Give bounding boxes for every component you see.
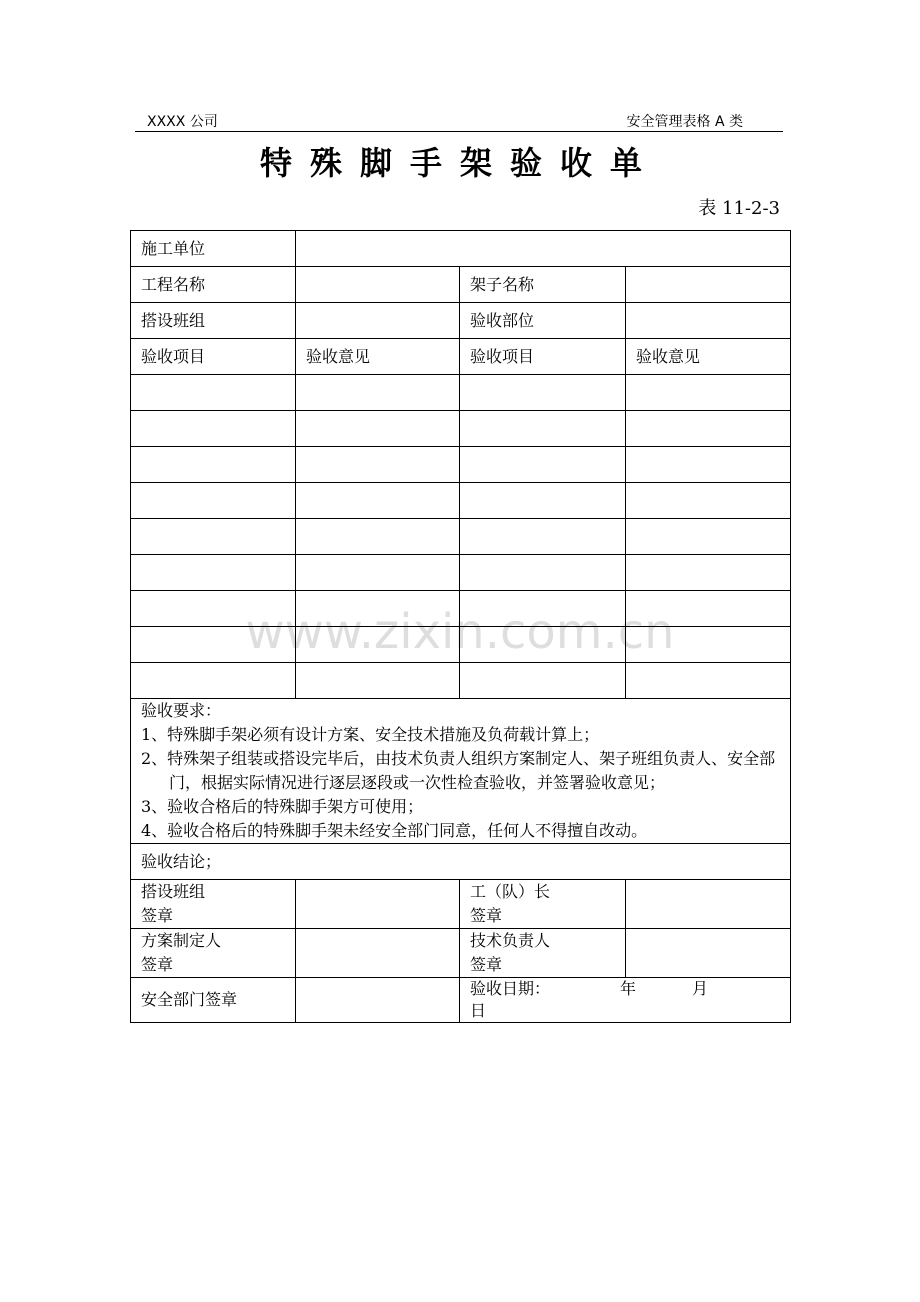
label-line: 技术负责人 (470, 931, 551, 950)
table-cell[interactable] (460, 663, 626, 699)
tech-lead-signature-field[interactable] (626, 929, 791, 978)
table-cell[interactable] (131, 411, 296, 447)
inspection-table-header (131, 339, 791, 375)
table-cell[interactable] (131, 483, 296, 519)
team-signature-label (131, 880, 296, 929)
table-row (131, 483, 791, 519)
safety-dept-signature-field[interactable] (296, 978, 460, 1023)
inspection-location-label: 验收部位 (460, 303, 626, 339)
scaffold-name-label: 架子名称 (460, 267, 626, 303)
table-cell[interactable] (296, 663, 460, 699)
planner-signature-field[interactable] (296, 929, 460, 978)
project-name-label: 工程名称 (131, 267, 296, 303)
table-cell[interactable] (296, 447, 460, 483)
label-line: 签章 (470, 955, 503, 974)
table-cell[interactable] (460, 555, 626, 591)
table-cell[interactable] (131, 663, 296, 699)
table-cell[interactable] (626, 375, 791, 411)
date-label: 验收日期： (470, 979, 551, 998)
table-row (131, 555, 791, 591)
requirement-item: 3、验收合格后的特殊脚手架方可使用； (141, 797, 424, 816)
signature-row (131, 978, 791, 1023)
table-cell[interactable] (460, 591, 626, 627)
page-title: 特殊脚手架验收单 (259, 144, 660, 182)
table-cell[interactable] (296, 519, 460, 555)
label-line: 签章 (141, 906, 174, 925)
table-cell[interactable] (626, 555, 791, 591)
requirements-section (131, 699, 791, 844)
erection-team-field[interactable] (296, 303, 460, 339)
column-header: 验收意见 (626, 339, 791, 375)
table-row (131, 375, 791, 411)
day-label: 日 (470, 1001, 487, 1020)
form-number: 表 11-2-3 (698, 198, 780, 219)
table-row (131, 447, 791, 483)
table-row (131, 591, 791, 627)
table-cell[interactable] (296, 555, 460, 591)
table-row (131, 663, 791, 699)
table-cell[interactable] (460, 627, 626, 663)
requirement-item: 4、验收合格后的特殊脚手架未经安全部门同意，任何人不得擅自改动。 (141, 821, 648, 840)
form-category: 安全管理表格 A 类 (626, 114, 743, 130)
column-header: 验收意见 (296, 339, 460, 375)
planner-signature-label (131, 929, 296, 978)
signature-row (131, 929, 791, 978)
table-cell[interactable] (460, 519, 626, 555)
foreman-signature-field[interactable] (626, 880, 791, 929)
table-cell[interactable] (131, 555, 296, 591)
watermark: www.zixin.com.cn (245, 604, 675, 660)
table-row (131, 627, 791, 663)
page-header (135, 109, 783, 132)
table-cell[interactable] (296, 483, 460, 519)
table-cell[interactable] (131, 519, 296, 555)
table-cell[interactable] (131, 627, 296, 663)
year-label: 年 (620, 979, 637, 998)
table-cell[interactable] (296, 591, 460, 627)
conclusion-section (131, 844, 791, 880)
table-cell[interactable] (296, 375, 460, 411)
label-line: 签章 (470, 906, 503, 925)
requirements-cell (131, 699, 791, 844)
table-cell[interactable] (626, 663, 791, 699)
conclusion-field[interactable] (131, 844, 791, 880)
table-cell[interactable] (131, 591, 296, 627)
construction-unit-field[interactable] (296, 231, 791, 267)
construction-unit-label: 施工单位 (131, 231, 296, 267)
table-cell[interactable] (626, 627, 791, 663)
table-cell[interactable] (296, 627, 460, 663)
table-row (131, 519, 791, 555)
erection-team-label: 搭设班组 (131, 303, 296, 339)
inspection-date-field[interactable] (460, 978, 791, 1023)
safety-dept-signature-label: 安全部门签章 (131, 978, 296, 1023)
signature-row (131, 880, 791, 929)
table-cell[interactable] (626, 591, 791, 627)
table-cell[interactable] (296, 411, 460, 447)
label-line: 签章 (141, 955, 174, 974)
inspection-form (130, 230, 791, 1023)
table-cell[interactable] (460, 447, 626, 483)
label-line: 工（队）长 (470, 882, 551, 901)
column-header: 验收项目 (131, 339, 296, 375)
requirement-item: 2、特殊架子组装或搭设完毕后，由技术负责人组织方案制定人、架子班组负责人、安全部门，根据实际情况进行逐层逐段或一次性检查验收，并签署验收意见； (141, 749, 776, 792)
label-line: 搭设班组 (141, 882, 206, 901)
table-cell[interactable] (626, 447, 791, 483)
table-cell[interactable] (626, 483, 791, 519)
month-label: 月 (692, 979, 709, 998)
table-cell[interactable] (460, 375, 626, 411)
table-cell[interactable] (460, 411, 626, 447)
team-signature-field[interactable] (296, 880, 460, 929)
table-cell[interactable] (626, 411, 791, 447)
tech-lead-signature-label (460, 929, 626, 978)
table-cell[interactable] (131, 375, 296, 411)
column-header: 验收项目 (460, 339, 626, 375)
conclusion-label: 验收结论； (141, 851, 222, 871)
company-name: XXXX 公司 (147, 114, 218, 130)
scaffold-name-field[interactable] (626, 267, 791, 303)
requirements-heading: 验收要求： (141, 701, 222, 720)
foreman-signature-label (460, 880, 626, 929)
table-cell[interactable] (460, 483, 626, 519)
table-cell[interactable] (131, 447, 296, 483)
requirement-item: 1、特殊脚手架必须有设计方案、安全技术措施及负荷载计算上； (141, 725, 600, 744)
inspection-location-field[interactable] (626, 303, 791, 339)
project-name-field[interactable] (296, 267, 460, 303)
table-row (131, 411, 791, 447)
table-cell[interactable] (626, 519, 791, 555)
label-line: 方案制定人 (141, 931, 222, 950)
